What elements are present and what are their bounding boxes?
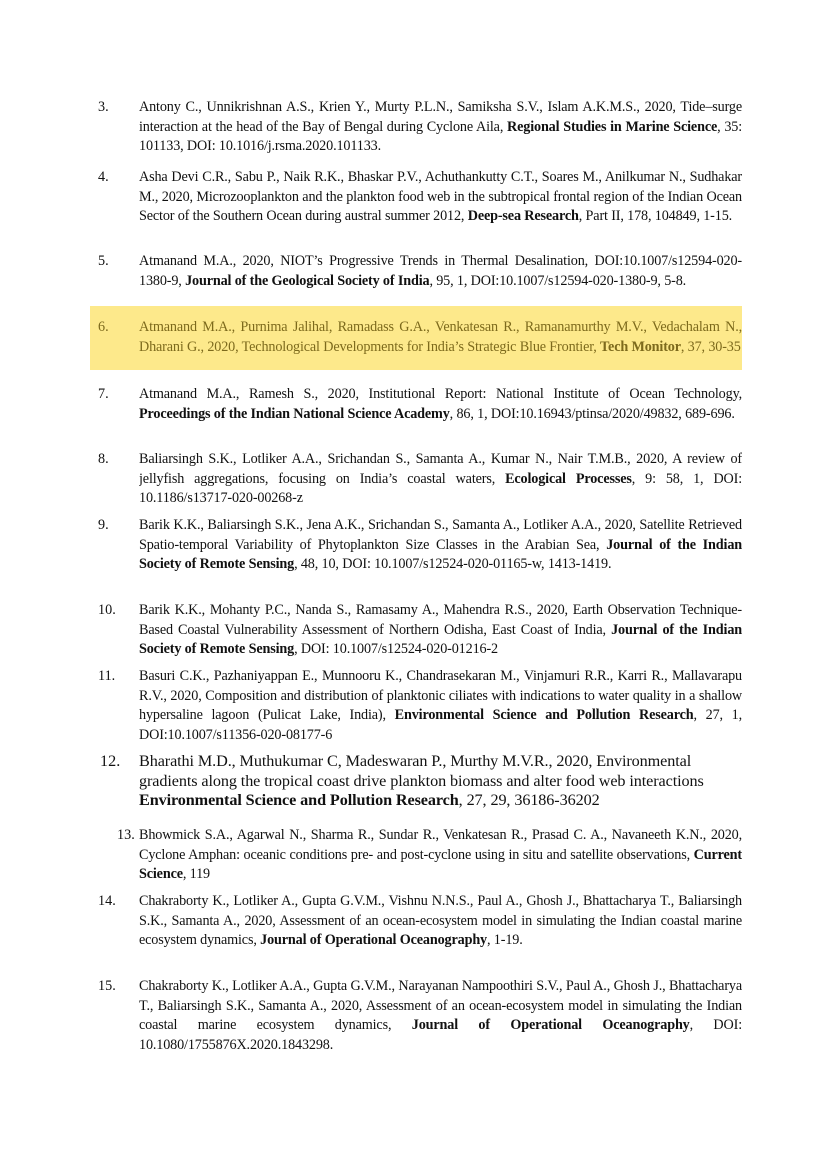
reference-text (139, 450, 742, 509)
reference-number: 3. (98, 99, 109, 115)
reference-item (98, 892, 742, 951)
reference-authors-title: Chakraborty K., Lotliker A., Gupta G.V.M., Vishnu N.N.S., Paul A., Ghosh J., Bhattacharya T., Baliarsingh S.K., Samanta A., 2020, Assessment of an ocean-ecosystem model in simulating the Indian coastal marine ecosystem dynamics, (139, 893, 742, 948)
reference-number: 8. (98, 451, 109, 467)
reference-number: 6. (98, 319, 109, 335)
journal-name: Journal of the Geological Society of India (185, 272, 430, 289)
reference-details: , DOI: 10.1007/s12524-020-01216-2 (294, 641, 498, 657)
reference-item-highlighted (98, 318, 742, 357)
reference-authors-title: Baliarsingh S.K., Lotliker A.A., Srichandan S., Samanta A., Kumar N., Nair T.M.B., 2020, A review of jellyfish aggregations, focusing on India’s coastal waters, (139, 451, 742, 487)
reference-item (98, 98, 742, 157)
journal-name: Ecological Processes (505, 470, 632, 487)
reference-details: , 48, 10, DOI: 10.1007/s12524-020-01165-w, 1413-1419. (294, 556, 612, 572)
reference-text (139, 667, 742, 745)
reference-details: , 119 (182, 866, 210, 882)
reference-item (98, 601, 742, 660)
reference-item (98, 826, 742, 885)
reference-text (139, 516, 742, 575)
reference-number: 14. (98, 893, 116, 909)
journal-name: Tech Monitor (600, 338, 681, 355)
reference-number: 12. (100, 752, 121, 770)
journal-name: Regional Studies in Marine Science (507, 118, 718, 135)
reference-authors-title: Barik K.K., Mohanty P.C., Nanda S., Ramasamy A., Mahendra R.S., 2020, Earth Observation Technique-Based Coastal Vulnerability Assessment of Northern Odisha, East Coast of India, (139, 602, 742, 638)
journal-name: Environmental Science and Pollution Research (394, 707, 694, 723)
reference-authors-title: Basuri C.K., Pazhaniyappan E., Munnooru K., Chandrasekaran M., Vinjamuri R.R., Karri R., Mallavarapu R.V., 2020, Composition and distribution of planktonic ciliates with indications to water quality in a shallow hypersaline lagoon (Pulicat Lake, India), (139, 668, 742, 723)
journal-name: Proceedings of the Indian National Science Academy (139, 405, 450, 422)
journal-name: Journal of the Indian Society of Remote Sensing (139, 621, 742, 657)
reference-text (139, 252, 742, 291)
reference-line: Bharathi M.D., Muthukumar C, Madeswaran P., Murthy M.V.R., 2020, Environmental (139, 752, 692, 770)
reference-number: 5. (98, 253, 109, 269)
reference-number: 9. (98, 517, 109, 533)
reference-authors-title: Atmanand M.A., Ramesh S., 2020, Institutional Report: National Institute of Ocean Technology, (139, 386, 742, 402)
reference-text (139, 385, 742, 424)
journal-name: Journal of the Indian Society of Remote Sensing (139, 536, 742, 572)
reference-text (139, 752, 742, 811)
reference-authors-title: Bhowmick S.A., Agarwal N., Sharma R., Sundar R., Venkatesan R., Prasad C. A., Navaneeth K.N., 2020, Cyclone Amphan: oceanic conditions pre- and post-cyclone using in situ and satellite observations, (139, 827, 742, 863)
reference-text (139, 826, 742, 885)
reference-text (139, 98, 742, 157)
reference-number: 7. (98, 386, 109, 402)
reference-text (139, 318, 742, 357)
reference-authors-title: Atmanand M.A., Purnima Jalihal, Ramadass G.A., Venkatesan R., Ramanamurthy M.V., Vedachalam N., Dharani G., 2020, Technological Developments for India’s Strategic Blue Frontier, (139, 319, 742, 355)
reference-details: , Part II, 178, 104849, 1-15. (578, 208, 733, 224)
reference-line (139, 791, 742, 811)
reference-number: 15. (98, 978, 116, 994)
reference-number: 4. (98, 169, 109, 185)
reference-item (98, 752, 742, 811)
reference-details: , 37, 30-35 (680, 338, 741, 355)
reference-text (139, 977, 742, 1055)
reference-details: , 9: 58, 1, DOI: 10.1186/s13717-020-00268-z (139, 470, 742, 506)
reference-item (98, 667, 742, 745)
reference-details: , 1-19. (487, 932, 523, 948)
reference-details: , 95, 1, DOI:10.1007/s12594-020-1380-9, 5-8. (429, 272, 687, 289)
reference-text (139, 601, 742, 660)
reference-text (139, 168, 742, 227)
reference-number: 10. (98, 602, 116, 618)
reference-authors-title: Barik K.K., Baliarsingh S.K., Jena A.K., Srichandan S., Samanta A., Lotliker A.A., 2020, Satellite Retrieved Spatio-temporal Variability of Phytoplankton Size Classes in the Arabian Sea, (139, 517, 742, 553)
reference-item (98, 516, 742, 575)
reference-item (98, 450, 742, 509)
reference-number: 11. (98, 668, 116, 684)
journal-name: Journal of Operational Oceanography (260, 932, 488, 948)
reference-authors-title: Atmanand M.A., 2020, NIOT’s Progressive Trends in Thermal Desalination, DOI:10.1007/s12594-020-1380-9, (139, 253, 742, 289)
reference-details: , 86, 1, DOI:10.16943/ptinsa/2020/49832, 689-696. (449, 405, 735, 422)
reference-number: 13. (117, 827, 135, 843)
reference-details: , DOI: 10.1080/1755876X.2020.1843298. (139, 1017, 742, 1053)
journal-name: Current Science (139, 846, 742, 882)
reference-text (139, 892, 742, 951)
reference-authors-title: Antony C., Unnikrishnan A.S., Krien Y., Murty P.L.N., Samiksha S.V., Islam A.K.M.S., 2020, Tide–surge interaction at the head of the Bay of Bengal during Cyclone Aila, (139, 99, 742, 135)
journal-name: Deep-sea Research (467, 208, 579, 224)
reference-item (98, 168, 742, 227)
journal-name: Environmental Science and Pollution Research (139, 791, 459, 809)
reference-details: , 27, 29, 36186-36202 (458, 791, 600, 809)
reference-details: , 27, 1, DOI:10.1007/s11356-020-08177-6 (139, 707, 742, 743)
reference-item (98, 385, 742, 424)
reference-authors-title: Asha Devi C.R., Sabu P., Naik R.K., Bhaskar P.V., Achuthankutty C.T., Soares M., Anilkumar N., Sudhakar M., 2020, Microzooplankton and the plankton food web in the subtropical frontal region of the Indian Ocean Sector of the Southern Ocean during austral summer 2012, (139, 169, 742, 224)
reference-details: , 35: 101133, DOI: 10.1016/j.rsma.2020.101133. (139, 118, 742, 154)
reference-line: gradients along the tropical coast drive plankton biomass and alter food web interactions (139, 771, 704, 790)
reference-item (98, 977, 742, 1055)
reference-authors-title: Chakraborty K., Lotliker A.A., Gupta G.V.M., Narayanan Nampoothiri S.V., Paul A., Ghosh J., Bhattacharya T., Baliarsingh S.K., Samanta A., 2020, Assessment of an ocean-ecosystem model in simulating the Indian coastal marine ecosystem dynamics, (139, 978, 742, 1033)
reference-item (98, 252, 742, 291)
journal-name: Journal of Operational Oceanography (411, 1017, 690, 1033)
